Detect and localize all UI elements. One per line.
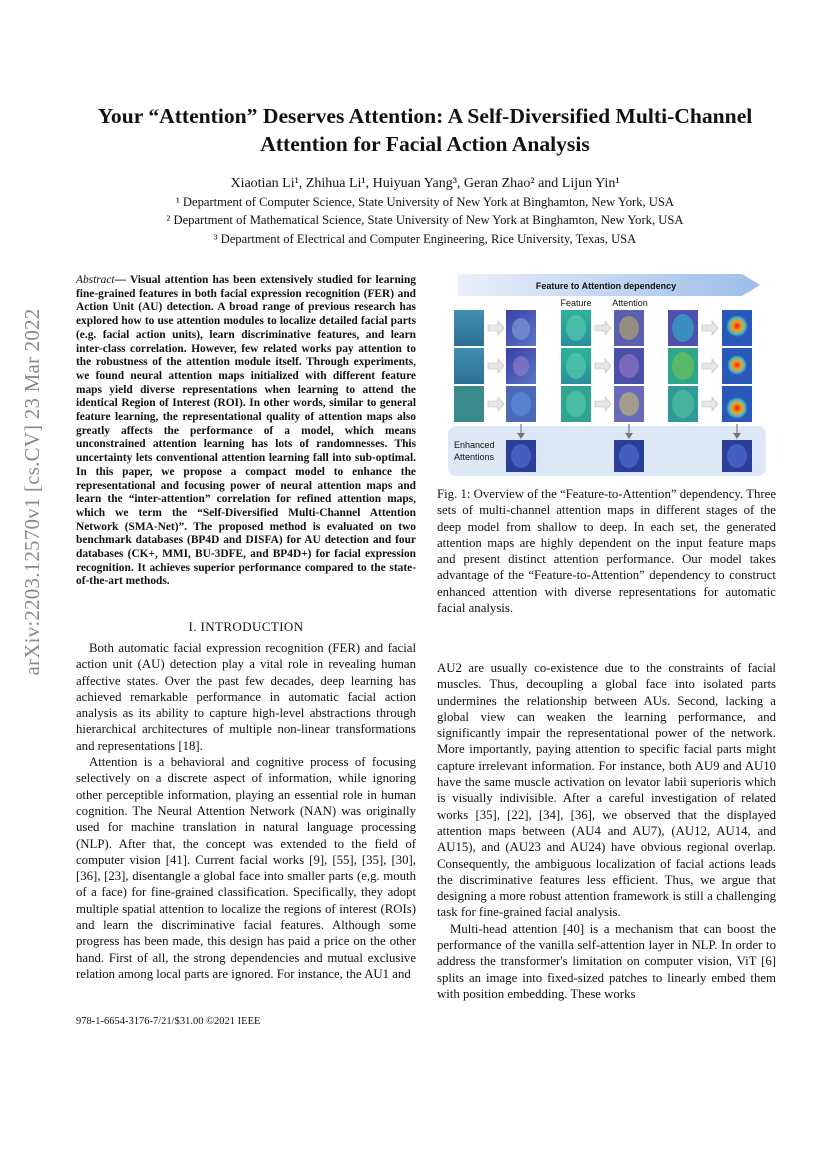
attention-column-label: Attention: [612, 298, 648, 308]
author-list: Xiaotian Li¹, Zhihua Li¹, Huiyuan Yang³, Geran Zhao² and Lijun Yin¹: [230, 176, 620, 191]
paper-title: Your “Attention” Deserves Attention: A Self-Diversified Multi-Channel Attention for Facial Action Analysis: [97, 104, 753, 156]
enhanced-label: Enhanced: [454, 440, 495, 450]
banner-label: Feature to Attention dependency: [535, 281, 677, 291]
affiliation-2: ² Department of Mathematical Science, State University of New York at Binghamton, New York, USA: [166, 213, 684, 227]
body-paragraph: Attention is a behavioral and cognitive process of focusing selectively on a discrete aspect of information, while ignoring other perceptible information, playing an essential role in human cognition. The Neural Attention Network (NAN) was originally used for machine translation in natural language processing (NLP). After that, the concept was extended to the field of computer vision [41]. Current facial works [9], [55], [35], [30], [36], [23], disentangle a global face into smaller parts (e,g. mouth of a face) for fine-grained classification. Specifically, they adopt multiple spatial attention to localize the regions of interest (ROIs) and learn the discriminative facial features. Although some progress has been made, this design has paid a price on the other hand. First of all, the strong dependencies and mutual exclusive relation among local parts are ignored. For instance, the AU1 and: [76, 755, 416, 981]
abstract-label: Abstract: [76, 274, 115, 286]
arxiv-identifier: arXiv:2203.12570v1 [cs.CV] 23 Mar 2022: [20, 308, 44, 676]
abstract: [76, 274, 416, 589]
body-paragraph: Both automatic facial expression recognition (FER) and facial action unit (AU) detection play a vital role in revealing human affective states. Over the past few decades, deep learning has achieved remarkable performance in automatic facial action analysis as its ability to capture high-level abstractions through hierarchical architectures of multiple non-linear transformations and representations [18].: [76, 641, 416, 753]
body-paragraph: Multi-head attention [40] is a mechanism that can boost the performance of the vanilla self-attention layer in NLP. In order to address the transformer's limitation on computer vision, ViT [6] splits an image into fixed-sized patches to linearly embed them with position embedding. These works: [437, 921, 776, 1001]
figure-1: [446, 268, 768, 478]
feature-column-label: Feature: [560, 298, 592, 308]
figure-caption: Fig. 1: Overview of the “Feature-to-Attention” dependency. Three sets of multi-channel attention maps in different stages of the deep model from shallow to deep. In each set, the generated attention maps are highly dependent on the input feature maps and present distinct attention performance. Our model takes advantage of the “Feature-to-Attention” dependency to construct enhanced attention with diverse representations for automatic facial analysis.: [437, 487, 776, 616]
enhanced-panel: [448, 426, 766, 476]
body-paragraph: AU2 are usually co-existence due to the constraints of facial muscles. Thus, decoupling a global face into isolated parts undermines the relationship between AUs. Second, lacking a global view can weaken the learning performance, and significantly impair the representational power of the network. More importantly, paying attention to specific facial parts might capture irrelevant information. For instance, both AU9 and AU10 have the same muscle activation on levator labii superioris which is visually indivisible. After a careful investigation of related works [35], [22], [34], [36], we observed that the displayed attention maps between (AU4 and AU7), (AU12, AU14, and AU15), and (AU23 and AU24) have obvious regional overlap. Consequently, the ambiguous localization of facial actions leads the discriminative features less efficient. Thus, we argue that designing a more robust attention framework is still a challenging task for fine-grained facial analysis.: [437, 661, 776, 920]
affiliation-3: ³ Department of Electrical and Computer Engineering, Rice University, Texas, USA: [213, 232, 637, 246]
left-column-body: [76, 640, 416, 982]
section-heading: I. INTRODUCTION: [188, 619, 304, 634]
abstract-text: — Visual attention has been extensively studied for learning fine-grained features in both facial expression recognition (FER) and Action Unit (AU) detection. A broad range of previous research has explored how to use attention modules to localize detailed facial parts (e.g. facial action units), learn discriminative features, and learn inter-class correlation. However, few related works pay attention to the robustness of the attention module itself. Through experiments, we found neural attention maps initialized with different feature maps yield diverse representations when learning to attend the identical Region of Interest (ROI). In other words, similar to general feature learning, the representational quality of attention maps also greatly affects the performance of a model, which means unconstrained attention learning has lots of randomnesses. This uncertainty lets conventional attention learning fall into sub-optimal. In this paper, we propose a compact model to enhance the representational and focusing power of neural attention maps and learn the “inter-attention” correlation for refined attention maps, which we term the “Self-Diversified Multi-Channel Attention Network (SMA-Net)”. The proposed method is evaluated on two benchmark databases (BP4D and DISFA) for AU detection and four databases (CK+, MMI, BU-3DFE, and BP4D+) for facial expression recognition. It achieves superior performance compared to the state-of-the-art methods.: [76, 274, 416, 588]
right-column-body: [437, 660, 776, 1002]
affiliation-1: ¹ Department of Computer Science, State University of New York at Binghamton, New York, USA: [175, 195, 675, 209]
attentions-label: Attentions: [454, 452, 495, 462]
copyright-footer: 978-1-6654-3176-7/21/$31.00 ©2021 IEEE: [76, 1016, 261, 1027]
